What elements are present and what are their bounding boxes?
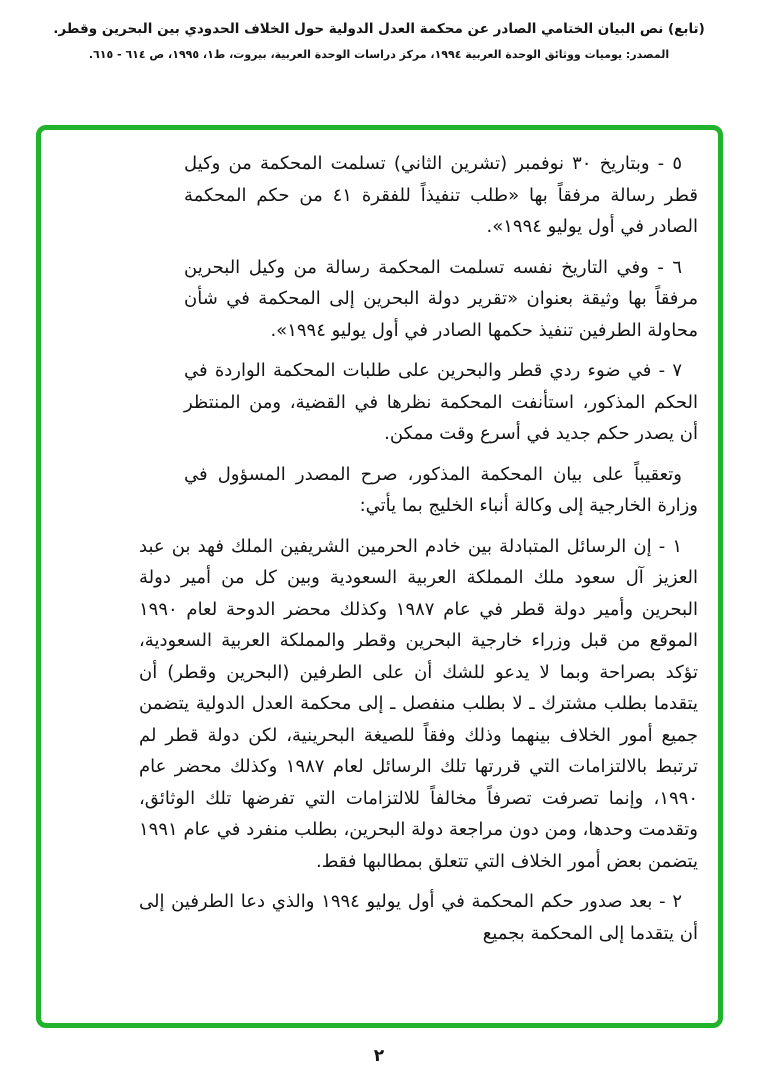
page-number: ٢ (373, 1046, 385, 1066)
paragraph-commentary-intro: وتعقيباً على بيان المحكمة المذكور، صرح المصدر المسؤول في وزارة الخارجية إلى وكالة أنباء الخليج بما يأتي: (184, 463, 698, 516)
source-citation: المصدر: يوميات ووثائق الوحدة العربية ١٩٩٤، مركز دراسات الوحدة العربية، بيروت، ط١، ١٩٩٥، ص ٦١٤ - ٦١٥. (88, 47, 670, 61)
paragraph-point-1: ١ - إن الرسائل المتبادلة بين خادم الحرمين الشريفين الملك فهد بن عبد العزيز آل سعود ملك المملكة العربية السعودية وبين كل من أمير دولة البحرين وأمير دولة قطر في عام ١٩٨٧ وكذلك محضر الدوحة لعام ١٩٩٠ الموقع من قبل وزراء خارجية البحرين وقطر والمملكة العربية السعودية، تؤكد بصراحة وبما لا يدعو للشك أن على الطرفين (البحرين وقطر) أن يتقدما بطلب مشترك ـ لا بطلب منفصل ـ إلى محكمة العدل الدولية يتضمن جميع أمور الخلاف بينهما وذلك وفقاً للصيغة البحرينية، لكن دولة قطر لم ترتبط بالالتزامات التي قررتها تلك الرسائل لعام ١٩٨٧ وكذلك محضر عام ١٩٩٠، وإنما تصرفت تصرفاً مخالفاً للالتزامات التي تفرضها تلك الوثائق، وتقدمت وحدها، ومن دون مراجعة دولة البحرين، بطلب منفرد في عام ١٩٩١ يتضمن بعض أمور الخلاف التي تتعلق بمطالبها فقط. (139, 535, 698, 872)
page-title: (تابع) نص البيان الختامي الصادر عن محكمة العدل الدولية حول الخلاف الحدودي بين البحرين وقطر. (53, 21, 705, 37)
paragraph-clause-6: ٦ - وفي التاريخ نفسه تسلمت المحكمة رسالة من وكيل البحرين مرفقاً بها وثيقة بعنوان «تقرير دولة البحرين إلى المحكمة في شأن محاولة الطرفين تنفيذ حكمها الصادر في أول يوليو ١٩٩٤». (184, 256, 698, 341)
document-header (0, 0, 758, 61)
statement-box (36, 125, 723, 1028)
paragraph-clause-5: ٥ - وبتاريخ ٣٠ نوفمبر (تشرين الثاني) تسلمت المحكمة من وكيل قطر رسالة مرفقاً بها «طلب تنفيذاً للفقرة ٤١ من حكم المحكمة الصادر في أول يوليو ١٩٩٤». (184, 153, 698, 237)
paragraph-clause-7: ٧ - في ضوء ردي قطر والبحرين على طلبات المحكمة الواردة في الحكم المذكور، استأنفت المحكمة نظرها في القضية، ومن المنتظر أن يصدر حكم جديد في أسرع وقت ممكن. (184, 360, 698, 444)
paragraph-point-2: ٢ - بعد صدور حكم المحكمة في أول يوليو ١٩٩٤ والذي دعا الطرفين إلى أن يتقدما إلى المحكمة بجميع (139, 891, 698, 944)
